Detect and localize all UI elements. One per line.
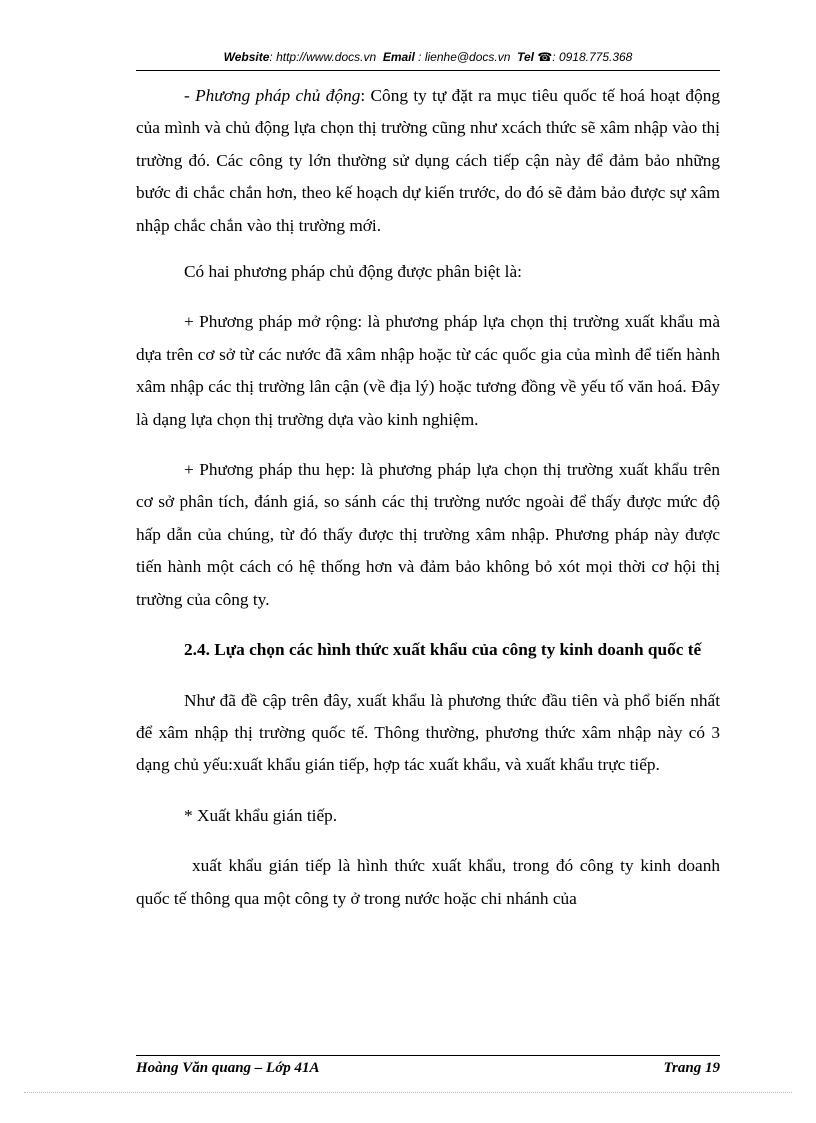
document-body [136, 80, 720, 933]
page-header [136, 50, 720, 64]
email-label: Email [382, 50, 415, 64]
footer-page-number: Trang 19 [663, 1060, 720, 1076]
paragraph-export-forms: Như đã đề cập trên đây, xuất khẩu là phương thức đầu tiên và phổ biến nhất để xâm nhập thị trường quốc tế. Thông thường, phương thức xâm nhập này có 3 dạng chủ yếu:xuất khẩu gián tiếp, hợp tác xuất khẩu, và xuất khẩu trực tiếp. [136, 690, 720, 775]
page-bottom-dotted-line [24, 1092, 792, 1093]
active-method-text: : Công ty tự đặt ra mục tiêu quốc tế hoá hoạt động của mình và chủ động lựa chọn thị trường cũng như xcách thức sẽ xâm nhập vào thị trường đó. Các công ty lớn thường sử dụng cách tiếp cận này để đảm bảo những bước đi chắc chắn hơn, theo kế hoạch dự kiến trước, do đó sẽ đảm bảo được sự xâm nhập chắc chắn vào thị trường mới. [136, 86, 720, 235]
paragraph-indirect-export-title: * Xuất khẩu gián tiếp. [184, 805, 338, 825]
header-divider [136, 70, 720, 71]
section-heading: 2.4. Lựa chọn các hình thức xuất khẩu của công ty kinh doanh quốc tế [184, 640, 702, 660]
paragraph-expansion-method: + Phương pháp mở rộng: là phương pháp lựa chọn thị trường xuất khẩu mà dựa trên cơ sở từ các nước đã xâm nhập hoặc từ các quốc gia của mình để tiến hành xâm nhập các thị trường lân cận (về địa lý) hoặc tương đồng về yếu tố văn hoá. Đây là dạng lựa chọn thị trường dựa vào kinh nghiệm. [136, 312, 720, 429]
paragraph-indirect-export: xuất khẩu gián tiếp là hình thức xuất khẩu, trong đó công ty kinh doanh quốc tế thông qua một công ty ở trong nước hoặc chi nhánh của [136, 856, 720, 908]
tel-value: : 0918.775.368 [552, 50, 633, 64]
footer-author: Hoàng Văn quang – Lớp 41A [136, 1060, 320, 1076]
tel-label: Tel [517, 50, 534, 64]
website-value: : http://www.docs.vn [269, 50, 377, 64]
phone-icon: ☎ [537, 50, 553, 64]
paragraph-two-methods: Có hai phương pháp chủ động được phân biệt là: [184, 262, 522, 282]
paragraph-narrowing-method: + Phương pháp thu hẹp: là phương pháp lựa chọn thị trường xuất khẩu trên cơ sở phân tích, đánh giá, so sánh các thị trường nước ngoài để thấy được mức độ hấp dẫn của chúng, từ đó thấy được thị trường xâm nhập. Phương pháp này được tiến hành một cách có hệ thống hơn và đảm bảo không bỏ xót mọi thời cơ hội thị trường của công ty. [136, 460, 720, 609]
active-method-term: - Phương pháp chủ động [184, 86, 361, 105]
website-label: Website [223, 50, 270, 64]
footer-divider [136, 1055, 720, 1056]
paragraph-active-method [136, 80, 720, 242]
email-value: : lienhe@docs.vn [418, 50, 511, 64]
